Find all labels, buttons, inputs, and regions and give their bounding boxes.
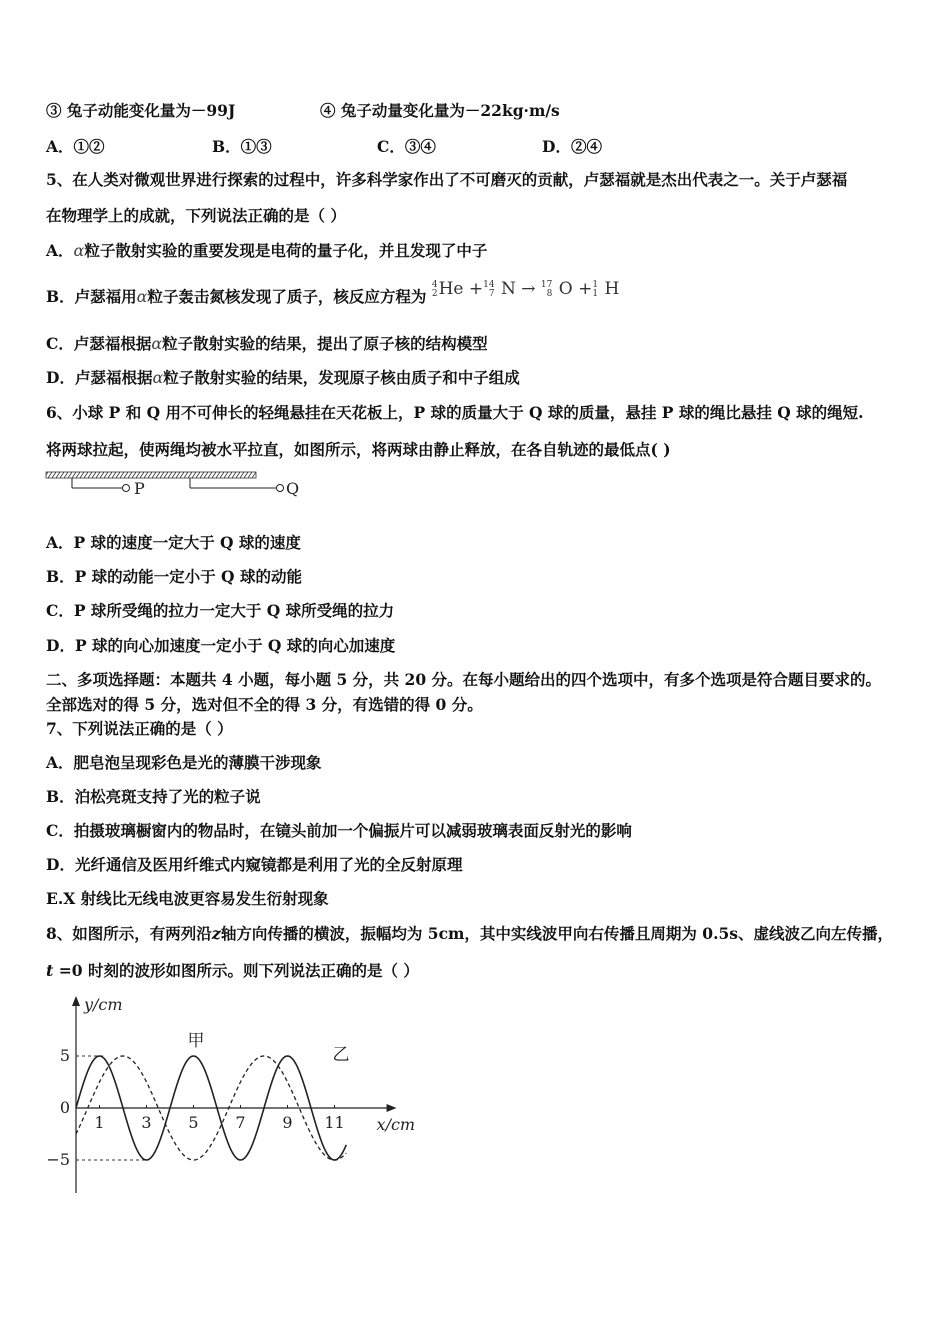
q5-b-prefix: B．卢瑟福用 bbox=[46, 287, 137, 306]
ceiling bbox=[46, 472, 256, 478]
x-tick-label: 3 bbox=[141, 1113, 152, 1132]
q8-stem-prefix: 8、如图所示，有两列沿 bbox=[46, 924, 212, 943]
q8-stem-line1 bbox=[46, 924, 893, 944]
section2-intro-line1: 二、多项选择题：本题共 4 小题，每小题 5 分，共 20 分。在每小题给出的四个选项中，有多个选项是符合题目要求的。 bbox=[46, 670, 882, 689]
nuclear-equation bbox=[432, 279, 620, 299]
n-mass-number: 14 bbox=[483, 279, 495, 290]
x-tick-label: 9 bbox=[282, 1113, 293, 1132]
q6-stem-line2: 将两球拉起，使两绳均被水平拉直，如图所示，将两球由静止释放，在各自轨迹的最低点( ) bbox=[46, 440, 671, 459]
q5-option-b bbox=[46, 279, 620, 307]
series-yi-label: 乙 bbox=[332, 1045, 350, 1065]
q7-stem: 7、下列说法正确的是（ ） bbox=[46, 719, 233, 738]
var-t: t bbox=[46, 961, 54, 980]
alpha-symbol: α bbox=[151, 334, 163, 353]
n-atomic-number: 7 bbox=[488, 288, 495, 299]
pendulum-figure bbox=[40, 466, 320, 502]
q6-stem-line1: 6、小球 P 和 Q 用不可伸长的轻绳悬挂在天花板上，P 球的质量大于 Q 球的质量，悬挂 P 球的绳比悬挂 Q 球的绳短. bbox=[46, 403, 864, 422]
q6-option-d: D．P 球的向心加速度一定小于 Q 球的向心加速度 bbox=[46, 636, 396, 655]
q5-d-text: 粒子散射实验的结果，发现原子核由质子和中子组成 bbox=[163, 368, 520, 387]
alpha-symbol: α bbox=[73, 241, 85, 260]
he-symbol: He bbox=[438, 279, 464, 299]
q6-option-a: A．P 球的速度一定大于 Q 球的速度 bbox=[46, 533, 301, 552]
q7-option-a: A．肥皂泡呈现彩色是光的薄膜干涉现象 bbox=[46, 753, 322, 772]
q8-stem-text: 轴方向传播的横波，振幅均为 5cm，其中实线波甲向右传播且周期为 0.5s、虚线波乙向左传播， bbox=[220, 924, 894, 943]
q5-stem-line2: 在物理学上的成就，下列说法正确的是（ ） bbox=[46, 206, 346, 225]
pendulum-p bbox=[72, 478, 145, 498]
q4-option-b: B．①③ bbox=[212, 137, 272, 156]
section2-intro-line2: 全部选对的得 5 分，选对但不全的得 3 分，有选错的得 0 分。 bbox=[46, 695, 483, 714]
q5-d-prefix: D．卢瑟福根据 bbox=[46, 368, 153, 387]
ball-q bbox=[277, 485, 284, 492]
q4-option-a: A．①② bbox=[46, 137, 105, 156]
q5-a-text: 粒子散射实验的重要发现是电荷的量子化，并且发现了中子 bbox=[84, 241, 488, 260]
y-tick-label: 5 bbox=[59, 1046, 70, 1065]
x-tick-label: 5 bbox=[188, 1113, 199, 1132]
series-jia-label: 甲 bbox=[187, 1031, 205, 1051]
h-atomic-number: 1 bbox=[592, 288, 599, 299]
q6-option-b: B．P 球的动能一定小于 Q 球的动能 bbox=[46, 567, 302, 586]
y-tick-label: 0 bbox=[59, 1098, 70, 1117]
q7-option-d: D．光纤通信及医用纤维式内窥镜都是利用了光的全反射原理 bbox=[46, 855, 463, 874]
q8-stem-line2 bbox=[46, 961, 419, 981]
he-mass-number: 4 bbox=[431, 279, 438, 290]
pendulum-q bbox=[190, 478, 299, 498]
q4-option-c: C．③④ bbox=[377, 137, 436, 156]
label-q: Q bbox=[286, 479, 300, 498]
q5-stem-line1: 5、在人类对微观世界进行探索的过程中，许多科学家作出了不可磨灭的贡献，卢瑟福就是杰出代表之一。关于卢瑟福 bbox=[46, 170, 848, 189]
x-axis-arrow-icon bbox=[387, 1104, 397, 1112]
label-p: P bbox=[134, 479, 145, 498]
y-axis-arrow-icon bbox=[72, 996, 80, 1006]
q7-option-e: E.X 射线比无线电波更容易发生衍射现象 bbox=[46, 889, 329, 908]
x-tick-label: 7 bbox=[235, 1113, 246, 1132]
x-tick-label: 11 bbox=[324, 1113, 345, 1132]
q5-option-a bbox=[46, 241, 487, 261]
y-axis-label: y/cm bbox=[84, 995, 123, 1014]
h-symbol: H bbox=[604, 279, 620, 299]
n-symbol: N bbox=[500, 279, 516, 299]
y-tick-label: −5 bbox=[46, 1150, 70, 1169]
x-axis-label: x/cm bbox=[376, 1115, 416, 1134]
q4-option-d: D．②④ bbox=[542, 137, 602, 156]
wave-chart bbox=[40, 990, 420, 1200]
q5-b-text: 粒子轰击氮核发现了质子，核反应方程为 bbox=[147, 287, 427, 306]
var-z: z bbox=[211, 924, 221, 943]
he-atomic-number: 2 bbox=[431, 288, 438, 299]
h-mass-number: 1 bbox=[592, 279, 599, 290]
q7-option-b: B．泊松亮斑支持了光的粒子说 bbox=[46, 787, 261, 806]
arrow-icon: → bbox=[521, 279, 536, 299]
q4-item-3: ③ 兔子动能变化量为－99J bbox=[46, 101, 236, 120]
q5-c-prefix: C．卢瑟福根据 bbox=[46, 334, 152, 353]
q5-option-c bbox=[46, 334, 488, 354]
plus-sign: + bbox=[468, 279, 484, 299]
x-tick-label: 1 bbox=[94, 1113, 105, 1132]
o-atomic-number: 8 bbox=[546, 288, 553, 299]
o-symbol: O bbox=[558, 279, 573, 299]
alpha-symbol: α bbox=[136, 287, 148, 306]
q4-item-4: ④ 兔子动量变化量为－22kg·m/s bbox=[320, 101, 560, 120]
ball-p bbox=[123, 485, 130, 492]
q8-stem2-text: =0 时刻的波形如图所示。则下列说法正确的是（ ） bbox=[53, 961, 419, 980]
q6-option-c: C．P 球所受绳的拉力一定大于 Q 球所受绳的拉力 bbox=[46, 601, 395, 620]
q7-option-c: C．拍摄玻璃橱窗内的物品时，在镜头前加一个偏振片可以减弱玻璃表面反射光的影响 bbox=[46, 821, 632, 840]
alpha-symbol: α bbox=[152, 368, 164, 387]
o-mass-number: 17 bbox=[540, 279, 553, 290]
plus-sign: + bbox=[578, 279, 593, 299]
q5-a-prefix: A． bbox=[46, 241, 74, 260]
q5-option-d bbox=[46, 368, 520, 388]
q5-c-text: 粒子散射实验的结果，提出了原子核的结构模型 bbox=[162, 334, 488, 353]
